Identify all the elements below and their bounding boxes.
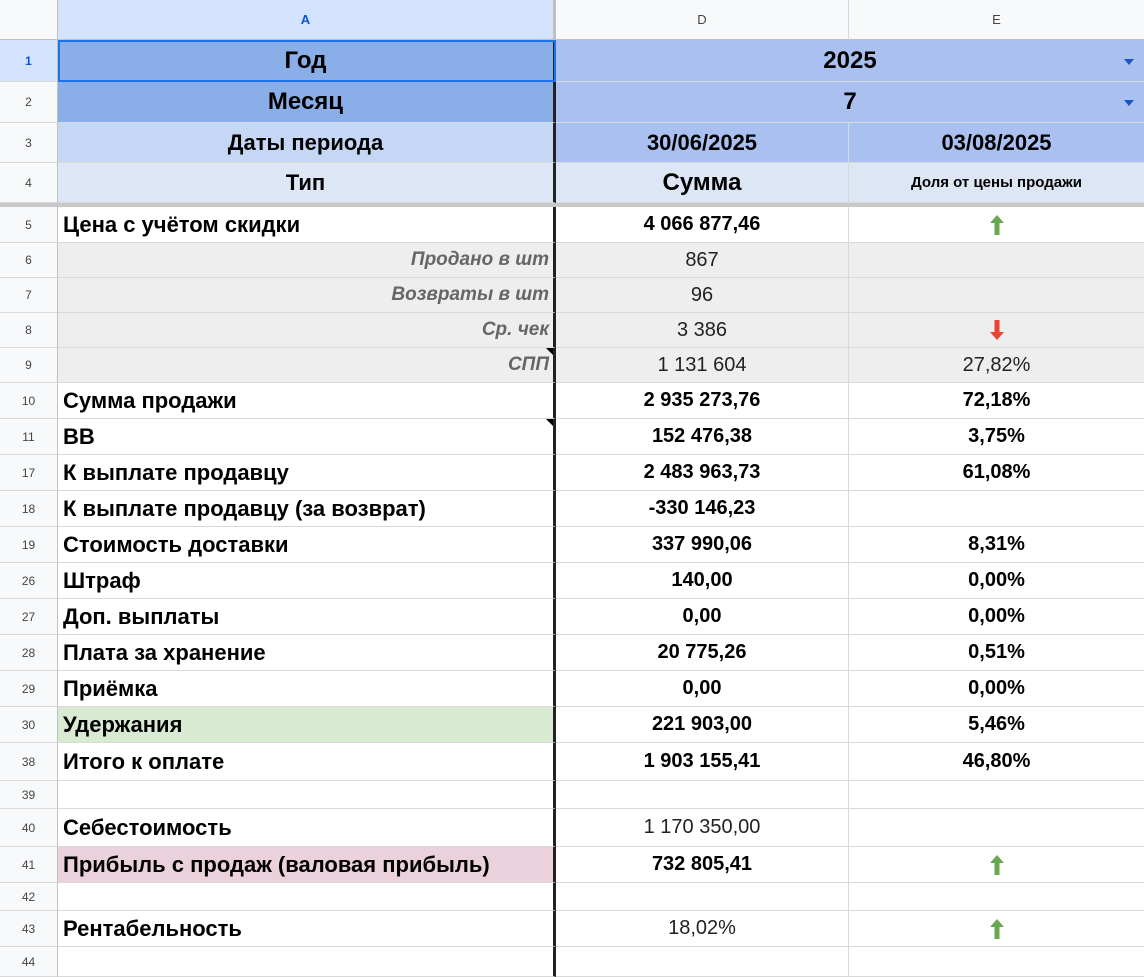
row-label: Себестоимость xyxy=(63,814,232,840)
cell-label[interactable] xyxy=(58,809,556,847)
table-row xyxy=(0,635,1144,671)
cell-share[interactable] xyxy=(849,635,1144,671)
share-value: 0,00% xyxy=(968,677,1025,699)
cell-period-label[interactable] xyxy=(58,123,556,163)
row-header[interactable]: 28 xyxy=(0,635,58,671)
row-4 xyxy=(0,163,1144,203)
cell-label[interactable] xyxy=(58,635,556,671)
cell-share[interactable] xyxy=(849,383,1144,419)
amount-value: 96 xyxy=(690,283,714,306)
amount-value: 20 775,26 xyxy=(657,641,747,663)
row-label: Продано в шт xyxy=(410,249,549,270)
row-header[interactable]: 42 xyxy=(0,883,58,911)
amount-value: 0,00 xyxy=(682,677,722,699)
row-header[interactable]: 9 xyxy=(0,348,58,383)
cell-label[interactable] xyxy=(58,491,556,527)
cell-amount[interactable] xyxy=(556,947,849,977)
share-value: 0,00% xyxy=(968,569,1025,591)
cell-share[interactable] xyxy=(849,809,1144,847)
row-header[interactable]: 27 xyxy=(0,599,58,635)
table-row xyxy=(0,383,1144,419)
table-row xyxy=(0,207,1144,243)
month-label: Месяц xyxy=(267,88,344,115)
cell-label[interactable] xyxy=(58,527,556,563)
row-label: Ср. чек xyxy=(481,319,549,340)
cell-share[interactable] xyxy=(849,707,1144,743)
cell-amount[interactable] xyxy=(556,383,849,419)
row-1 xyxy=(0,40,1144,82)
amount-value: 4 066 877,46 xyxy=(643,213,761,235)
row-label: К выплате продавцу (за возврат) xyxy=(63,495,426,521)
row-header[interactable]: 19 xyxy=(0,527,58,563)
cell-amount[interactable] xyxy=(556,491,849,527)
chevron-down-icon[interactable] xyxy=(1124,59,1134,65)
cell-amount[interactable] xyxy=(556,278,849,313)
row-label: Возвраты в шт xyxy=(391,284,549,305)
row-3 xyxy=(0,123,1144,163)
column-header-d[interactable]: D xyxy=(556,0,849,40)
amount-value: 337 990,06 xyxy=(651,533,753,555)
cell-label[interactable] xyxy=(58,847,556,883)
amount-value: 3 386 xyxy=(676,318,728,341)
row-header[interactable]: 26 xyxy=(0,563,58,599)
cell-share[interactable] xyxy=(849,313,1144,348)
cell-type-label[interactable] xyxy=(58,163,556,203)
column-header-row xyxy=(0,0,1144,40)
cell-amount[interactable] xyxy=(556,671,849,707)
share-value: 8,31% xyxy=(968,533,1025,555)
cell-share[interactable] xyxy=(849,419,1144,455)
cell-amount[interactable] xyxy=(556,527,849,563)
row-header[interactable]: 5 xyxy=(0,207,58,243)
row-label: Рентабельность xyxy=(63,915,242,941)
period-label: Даты периода xyxy=(227,129,384,155)
cell-share[interactable] xyxy=(849,911,1144,947)
cell-share[interactable] xyxy=(849,947,1144,977)
table-row xyxy=(0,313,1144,348)
cell-label[interactable] xyxy=(58,207,556,243)
cell-month-label[interactable] xyxy=(58,82,556,123)
table-row xyxy=(0,563,1144,599)
table-row xyxy=(0,455,1144,491)
cell-share[interactable] xyxy=(849,455,1144,491)
cell-amount[interactable] xyxy=(556,348,849,383)
row-label: СПП xyxy=(507,354,549,375)
row-header[interactable]: 1 xyxy=(0,40,58,82)
cell-month-select[interactable] xyxy=(556,82,1144,123)
table-row xyxy=(0,781,1144,809)
amount-value: 140,00 xyxy=(671,569,733,591)
amount-value: 1 131 604 xyxy=(657,353,747,376)
cell-label[interactable] xyxy=(58,671,556,707)
row-header[interactable]: 40 xyxy=(0,809,58,847)
row-label: Прибыль с продаж (валовая прибыль) xyxy=(63,851,490,877)
row-header[interactable]: 41 xyxy=(0,847,58,883)
row-header[interactable]: 30 xyxy=(0,707,58,743)
row-label: ВВ xyxy=(63,423,95,449)
cell-amount[interactable] xyxy=(556,847,849,883)
row-label: Стоимость доставки xyxy=(63,531,289,557)
cell-amount[interactable] xyxy=(556,207,849,243)
cell-label[interactable] xyxy=(58,348,556,383)
cell-label[interactable] xyxy=(58,278,556,313)
share-value: 46,80% xyxy=(962,750,1031,772)
cell-amount[interactable] xyxy=(556,563,849,599)
cell-label[interactable] xyxy=(58,419,556,455)
cell-share[interactable] xyxy=(849,491,1144,527)
share-value: 0,00% xyxy=(968,605,1025,627)
table-row xyxy=(0,743,1144,781)
amount-value: 18,02% xyxy=(668,917,736,939)
row-header[interactable]: 39 xyxy=(0,781,58,809)
share-value: 27,82% xyxy=(962,353,1031,376)
share-value: 61,08% xyxy=(962,461,1031,483)
cell-share[interactable] xyxy=(849,847,1144,883)
cell-label[interactable] xyxy=(58,599,556,635)
row-header[interactable]: 4 xyxy=(0,163,58,203)
table-row xyxy=(0,809,1144,847)
amount-value: 1 170 350,00 xyxy=(643,816,761,838)
cell-share[interactable] xyxy=(849,348,1144,383)
table-row xyxy=(0,599,1144,635)
cell-label[interactable] xyxy=(58,883,556,911)
cell-amount[interactable] xyxy=(556,707,849,743)
arrow-up-icon xyxy=(989,214,1005,236)
chevron-down-icon[interactable] xyxy=(1124,100,1134,106)
cell-label[interactable] xyxy=(58,313,556,348)
row-header[interactable]: 18 xyxy=(0,491,58,527)
cell-share[interactable] xyxy=(849,278,1144,313)
cell-label[interactable] xyxy=(58,243,556,278)
cell-share[interactable] xyxy=(849,563,1144,599)
cell-label[interactable] xyxy=(58,455,556,491)
row-header[interactable]: 10 xyxy=(0,383,58,419)
arrow-down-icon xyxy=(989,319,1005,341)
row-header[interactable]: 29 xyxy=(0,671,58,707)
table-row xyxy=(0,883,1144,911)
cell-amount[interactable] xyxy=(556,781,849,809)
row-header[interactable]: 8 xyxy=(0,313,58,348)
row-label: К выплате продавцу xyxy=(63,459,289,485)
cell-share[interactable] xyxy=(849,743,1144,781)
row-label: Итого к оплате xyxy=(63,748,225,774)
cell-amount[interactable] xyxy=(556,419,849,455)
arrow-up-icon xyxy=(989,854,1005,876)
cell-period-end[interactable]: 03/08/2025 xyxy=(849,123,1144,163)
amount-value: 221 903,00 xyxy=(651,713,753,735)
table-row xyxy=(0,419,1144,455)
cell-label[interactable] xyxy=(58,707,556,743)
row-header[interactable]: 7 xyxy=(0,278,58,313)
cell-share[interactable] xyxy=(849,527,1144,563)
amount-value: 152 476,38 xyxy=(651,425,753,447)
amount-value: 2 483 963,73 xyxy=(643,461,761,483)
amount-value: 867 xyxy=(685,248,719,271)
cell-share-header[interactable]: Доля от цены продажи xyxy=(849,163,1144,203)
year-value: 2025 xyxy=(823,46,877,74)
table-row xyxy=(0,947,1144,977)
table-row xyxy=(0,278,1144,313)
share-value: 0,51% xyxy=(968,641,1025,663)
table-row xyxy=(0,847,1144,883)
select-all-corner[interactable] xyxy=(0,0,58,40)
row-header[interactable]: 38 xyxy=(0,743,58,781)
table-row xyxy=(0,911,1144,947)
table-row xyxy=(0,348,1144,383)
cell-year-select[interactable] xyxy=(556,40,1144,82)
row-header[interactable]: 44 xyxy=(0,947,58,977)
row-label: Удержания xyxy=(63,711,183,737)
note-marker-icon[interactable] xyxy=(546,419,553,426)
share-value: 3,75% xyxy=(968,425,1025,447)
cell-period-start[interactable]: 30/06/2025 xyxy=(556,123,849,163)
cell-label[interactable] xyxy=(58,947,556,977)
cell-share[interactable] xyxy=(849,781,1144,809)
cell-amount[interactable] xyxy=(556,313,849,348)
amount-value: 2 935 273,76 xyxy=(643,389,761,411)
cell-label[interactable] xyxy=(58,383,556,419)
row-header[interactable]: 3 xyxy=(0,123,58,163)
column-header-a[interactable]: A xyxy=(58,0,556,40)
cell-year-label[interactable] xyxy=(58,40,556,82)
cell-amount[interactable] xyxy=(556,911,849,947)
amount-value: 732 805,41 xyxy=(651,853,753,875)
amount-value: 0,00 xyxy=(682,605,722,627)
cell-amount[interactable] xyxy=(556,635,849,671)
table-row xyxy=(0,527,1144,563)
table-row xyxy=(0,243,1144,278)
row-label: Плата за хранение xyxy=(63,639,266,665)
row-header[interactable]: 11 xyxy=(0,419,58,455)
cell-label[interactable] xyxy=(58,911,556,947)
cell-share[interactable] xyxy=(849,671,1144,707)
cell-share[interactable] xyxy=(849,243,1144,278)
cell-amount-header[interactable]: Сумма xyxy=(556,163,849,203)
table-row xyxy=(0,671,1144,707)
cell-amount[interactable] xyxy=(556,883,849,911)
type-label: Тип xyxy=(285,169,326,195)
cell-label[interactable] xyxy=(58,781,556,809)
cell-share[interactable] xyxy=(849,207,1144,243)
year-label: Год xyxy=(284,46,327,74)
amount-value: -330 146,23 xyxy=(648,497,756,519)
note-marker-icon[interactable] xyxy=(546,348,553,355)
row-label: Сумма продажи xyxy=(63,387,237,413)
cell-share[interactable] xyxy=(849,883,1144,911)
arrow-up-icon xyxy=(989,918,1005,940)
row-label: Приёмка xyxy=(63,675,158,701)
share-value: 72,18% xyxy=(962,389,1031,411)
cell-amount[interactable] xyxy=(556,599,849,635)
table-row xyxy=(0,707,1144,743)
table-row xyxy=(0,491,1144,527)
row-label: Доп. выплаты xyxy=(63,603,220,629)
cell-label[interactable] xyxy=(58,743,556,781)
row-2 xyxy=(0,82,1144,123)
row-header[interactable]: 43 xyxy=(0,911,58,947)
row-label: Цена с учётом скидки xyxy=(63,211,301,237)
cell-amount[interactable] xyxy=(556,809,849,847)
cell-amount[interactable] xyxy=(556,243,849,278)
share-value: 5,46% xyxy=(968,713,1025,735)
cell-share[interactable] xyxy=(849,599,1144,635)
cell-amount[interactable] xyxy=(556,743,849,781)
row-header[interactable]: 17 xyxy=(0,455,58,491)
cell-amount[interactable] xyxy=(556,455,849,491)
amount-value: 1 903 155,41 xyxy=(643,750,761,772)
column-header-e[interactable]: E xyxy=(849,0,1144,40)
row-header[interactable]: 6 xyxy=(0,243,58,278)
row-header[interactable]: 2 xyxy=(0,82,58,123)
row-label: Штраф xyxy=(63,567,141,593)
cell-label[interactable] xyxy=(58,563,556,599)
month-value: 7 xyxy=(843,88,857,115)
